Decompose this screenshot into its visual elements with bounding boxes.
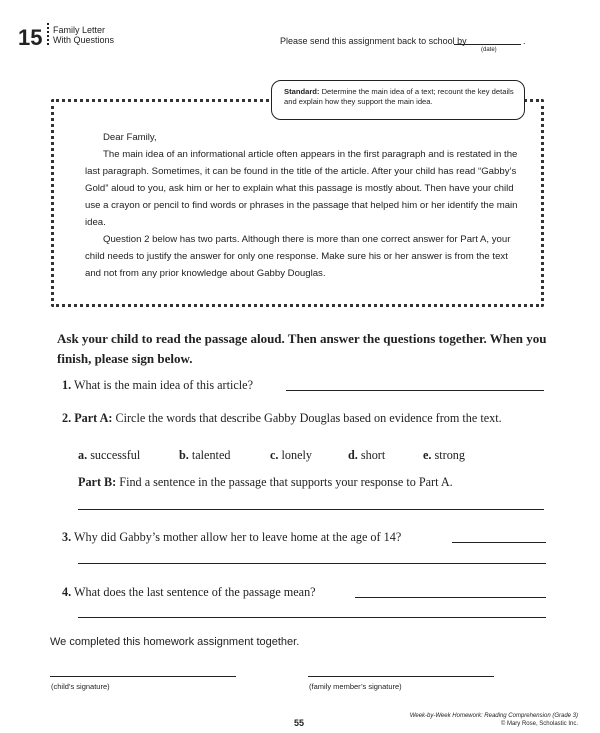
answer-line-4b[interactable]: [78, 617, 546, 618]
standard-callout: [271, 80, 525, 120]
return-period: .: [523, 36, 526, 46]
question-2: [62, 409, 552, 428]
completion-statement: We completed this homework assignment together.: [50, 636, 300, 648]
answer-line-3b[interactable]: [78, 563, 546, 564]
question-2-number: 2.: [62, 411, 72, 425]
letter-paragraph-2: Question 2 below has two parts. Although there is more than one correct answer for Part A, your child needs to justify the answer for only one response. Make sure his or her answer is from the text and not from any prior knowledge about Gabby Douglas.: [85, 234, 511, 279]
credit-line-1: Week-by-Week Homework: Reading Comprehension (Grade 3): [409, 713, 578, 719]
lesson-title: [53, 25, 114, 45]
question-4-number: 4.: [62, 585, 72, 599]
letter-greeting: Dear Family,: [103, 132, 157, 143]
footer-credit: [394, 712, 578, 728]
instructions: Ask your child to read the passage aloud. Then answer the questions together. When you finish, please sign below.: [57, 331, 547, 366]
family-signature-line[interactable]: [308, 676, 494, 677]
family-signature-label: (family member’s signature): [309, 682, 402, 691]
part-a-label: Part A:: [74, 411, 113, 425]
date-label: (date): [481, 47, 497, 53]
child-signature-label: (child’s signature): [51, 682, 110, 691]
page-number: 55: [294, 718, 305, 728]
part-b-label: Part B:: [78, 475, 117, 489]
answer-line-2[interactable]: [78, 509, 544, 510]
answer-line-4a[interactable]: [355, 597, 546, 598]
choice-d[interactable]: d. short: [348, 448, 386, 462]
answer-line-3a[interactable]: [452, 542, 546, 543]
letter-paragraph-1: The main idea of an informational article often appears in the first paragraph and is restated in the last paragraph. Sometimes, it can be found in the title of the article. After your child has read “Gabby’s Gold” aloud to you, ask him or her to explain what this passage is mostly about. Then have your child use a crayon or pencil to find words or phrases in the passage that helped him or her identify the main idea.: [85, 149, 518, 228]
family-letter: [85, 129, 525, 282]
question-1-text: What is the main idea of this article?: [73, 378, 253, 392]
question-3-text: Why did Gabby’s mother allow her to leave home at the age of 14?: [73, 530, 402, 544]
standard-text: Determine the main idea of a text; recount the key details and explain how they support the main idea.: [284, 87, 514, 106]
question-2-part-b: [78, 473, 453, 492]
choice-e[interactable]: e. strong: [423, 448, 465, 462]
date-field[interactable]: [454, 44, 521, 45]
credit-line-2: © Mary Rose, Scholastic Inc.: [500, 721, 578, 727]
part-b-text: Find a sentence in the passage that supports your response to Part A.: [119, 475, 453, 489]
lesson-title-line1: Family Letter: [53, 25, 106, 35]
child-signature-line[interactable]: [50, 676, 236, 677]
answer-line-1[interactable]: [286, 390, 544, 391]
lesson-title-line2: With Questions: [53, 35, 115, 45]
question-4: [62, 583, 316, 602]
return-instruction: Please send this assignment back to school by: [280, 36, 467, 46]
choice-b[interactable]: b. talented: [179, 448, 231, 462]
lesson-number: 15: [18, 25, 43, 50]
choice-c[interactable]: c. lonely: [270, 448, 312, 462]
question-3: [62, 528, 401, 547]
question-4-text: What does the last sentence of the passage mean?: [73, 585, 316, 599]
choice-a[interactable]: a. successful: [78, 448, 141, 462]
part-a-text: Circle the words that describe Gabby Douglas based on evidence from the text.: [115, 411, 502, 425]
question-3-number: 3.: [62, 530, 72, 544]
header-divider: [47, 23, 51, 45]
standard-label: Standard:: [284, 87, 320, 96]
question-1: [62, 376, 253, 395]
question-1-number: 1.: [62, 378, 72, 392]
